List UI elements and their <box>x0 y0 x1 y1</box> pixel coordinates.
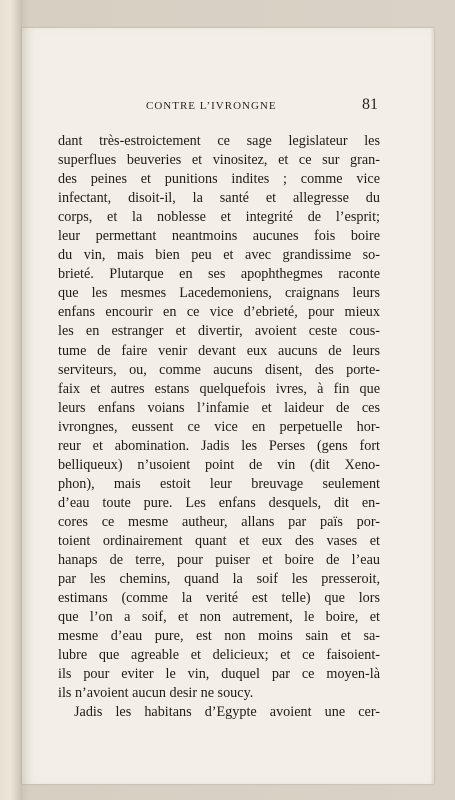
text-line: reur et abomination. Jadis les Perses (gens fort <box>58 437 380 454</box>
text-line: ivrongnes, eussent ce vice en perpetuelle hor- <box>58 418 380 435</box>
text-line: tume de faire venir devant eux aucuns de leurs <box>58 342 380 359</box>
text-line: estimans (comme la verité est telle) que lors <box>58 590 380 607</box>
text-line: superflues beuveries et vinositez, et ce sur gran- <box>58 152 380 169</box>
body-text <box>58 132 380 722</box>
text-line: d’eau toute pure. Les enfans desquels, dit en- <box>58 494 380 511</box>
text-line: toient ordinairement quant et eux des vases et <box>58 532 380 549</box>
text-line: leurs enfans voians l’infamie et laideur de ces <box>58 399 380 416</box>
text-line: mesme d’eau pure, est non moins sain et sa- <box>58 628 380 645</box>
text-line: corps, et la noblesse et integrité de l’esprit; <box>58 209 380 226</box>
text-line: que l’on a soif, et non autrement, le boire, et <box>58 609 380 626</box>
text-line: les en estranger et divertir, avoient ceste cous- <box>58 323 380 340</box>
text-line-paragraph-start: Jadis les habitans d’Egypte avoient une cer- <box>74 704 380 721</box>
facing-page-edge <box>0 0 22 800</box>
text-line: enfans encourir en ce vice d’ebrieté, pour mieux <box>58 304 380 321</box>
text-line: leur permettant neantmoins aucunes fois boire <box>58 228 380 245</box>
text-line: ils pour eviter le vin, duquel par ce moyen-là <box>58 666 380 683</box>
text-line: brieté. Plutarque en ses apophthegmes raconte <box>58 266 380 283</box>
text-line: hanaps de terre, pour puiser et boire de l’eau <box>58 552 380 569</box>
running-title: CONTRE L’IVRONGNE <box>146 100 277 112</box>
text-line-paragraph-end: ils n’avoient aucun desir ne soucy. <box>58 685 254 702</box>
page-header <box>146 98 378 118</box>
text-line: cores ce mesme autheur, allans par païs por- <box>58 513 380 530</box>
text-line: dant très-estroictement ce sage legislateur les <box>58 133 380 149</box>
text-line: phon), mais estoit leur breuvage seulement <box>58 475 380 492</box>
text-line: infectant, disoit-il, la santé et allegresse du <box>58 190 380 207</box>
text-line: du vin, mais bien peu et avec grandissime so- <box>58 247 380 264</box>
text-line: par les chemins, quand la soif les presseroit, <box>58 571 380 588</box>
text-line: lubre que agreable et delicieux; et ce faisoient- <box>58 647 380 664</box>
page-number: 81 <box>362 96 378 113</box>
text-line: faix et autres estans quelquefois ivres, à fin que <box>58 380 380 397</box>
text-line: belliqueux) n’usoient point de vin (dit Xeno- <box>58 456 380 473</box>
text-line: des peines et punitions indites ; comme vice <box>58 171 380 188</box>
text-line: que les mesmes Lacedemoniens, craignans leurs <box>58 285 380 302</box>
book-page <box>22 28 434 784</box>
text-line: serviteurs, ou, comme aucuns disent, des porte- <box>58 361 380 378</box>
